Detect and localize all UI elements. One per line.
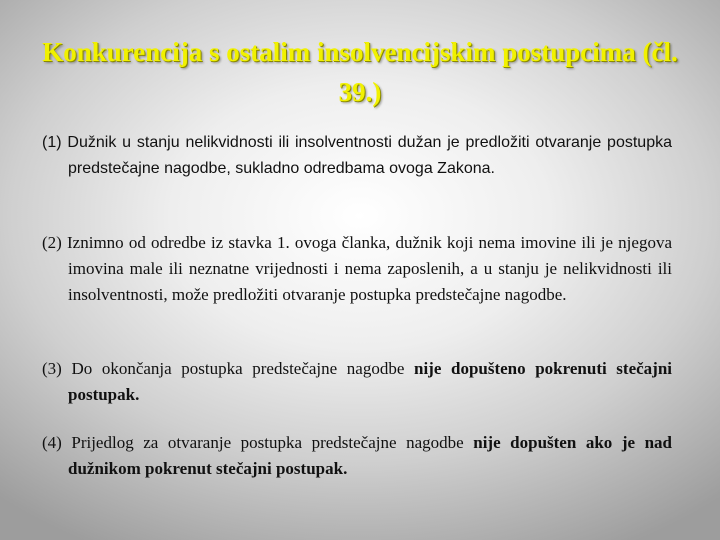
paragraph-4-number: (4) [42,433,62,452]
paragraph-2-text: Iznimno od odredbe iz stavka 1. ovoga članka, dužnik koji nema imovine ili je njegova imovina male ili neznatne vrijednosti i nema zaposlenih, a u stanju je nelikvidnosti ili insolventnosti, može predložiti otvaranje postupka predstečajne nagodbe. [67,233,672,304]
paragraph-3-text: Do okončanja postupka predstečajne nagodbe [71,359,414,378]
paragraph-3-number: (3) [42,359,62,378]
paragraph-4 [42,430,672,482]
paragraph-3 [42,356,672,408]
paragraph-2-number: (2) [42,233,62,252]
paragraph-1-number: (1) [42,134,62,151]
paragraph-3-bold-text: nije dopušteno pokrenuti stečajni postupak. [68,359,673,404]
slide-title: Konkurencija s ostalim insolvencijskim postupcima (čl. 39.) [42,37,678,107]
paragraph-1-text: Dužnik u stanju nelikvidnosti ili insolventnosti dužan je predložiti otvaranje postupka predstečajne nagodbe, sukladno odredbama ovoga Zakona. [67,134,672,177]
paragraph-1 [42,130,672,182]
paragraph-4-text: Prijedlog za otvaranje postupka predstečajne nagodbe [71,433,474,452]
paragraph-2 [42,230,672,308]
paragraph-4-bold-text: nije dopušten ako je nad dužnikom pokrenut stečajni postupak. [68,433,673,478]
